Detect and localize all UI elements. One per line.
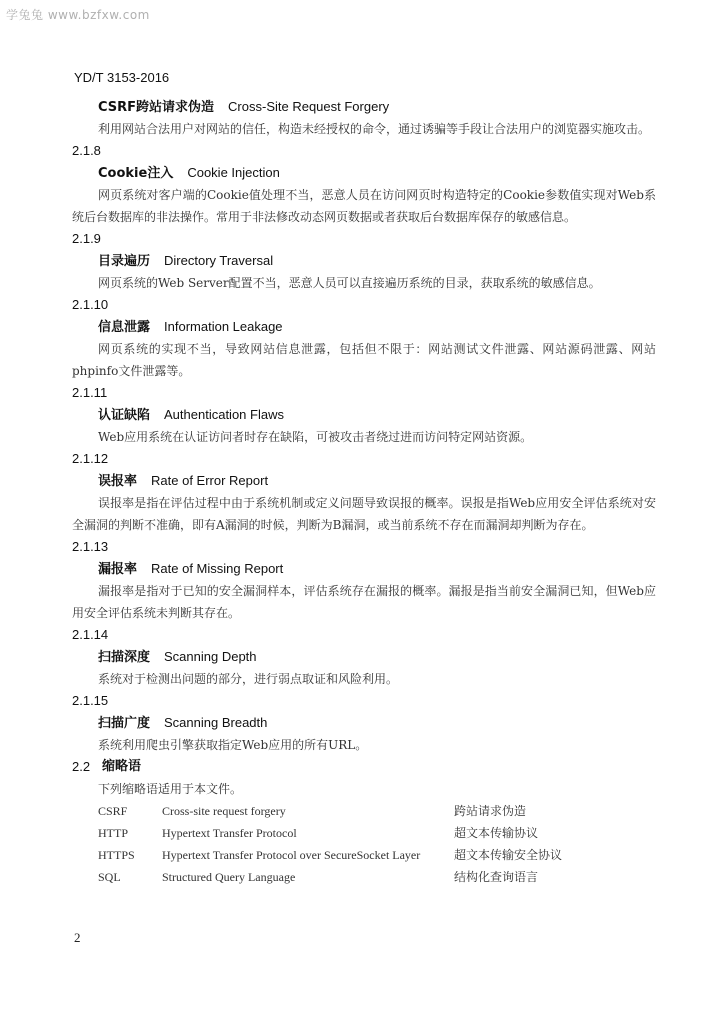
term-number: 2.1.11	[72, 385, 108, 400]
section-number: 2.2	[72, 759, 91, 774]
abbreviation-row	[98, 800, 656, 822]
term-entry	[72, 690, 656, 756]
abbreviation-chinese: 超文本传输协议	[454, 826, 539, 840]
term-definition: 利用网站合法用户对网站的信任，构造未经授权的命令，通过诱骗等手段让合法用户的浏览器实施攻击。	[98, 122, 651, 136]
term-number: 2.1.10	[72, 297, 109, 312]
term-zh: 认证缺陷	[98, 408, 151, 423]
abbreviation-english: Structured Query Language	[162, 870, 296, 884]
term-definition: Web应用系统在认证访问者时存在缺陷，可被攻击者绕过进而访问特定网站资源。	[98, 430, 533, 444]
abbreviation: SQL	[98, 870, 121, 884]
term-en: Information Leakage	[164, 319, 283, 334]
term-heading	[98, 250, 656, 272]
term-zh: 扫描深度	[98, 650, 151, 665]
term-definition: 漏报率是指对于已知的安全漏洞样本，评估系统存在漏报的概率。漏报是指当前安全漏洞已知，但Web应用安全评估系统未判断其存在。	[72, 584, 656, 620]
abbreviation-row	[98, 844, 656, 866]
term-entry	[72, 228, 656, 294]
abbreviation: HTTP	[98, 826, 128, 840]
page-number: 2	[74, 930, 81, 945]
term-definition: 误报率是指在评估过程中由于系统机制或定义问题导致误报的概率。误报是指Web应用安全评估系统对安全漏洞的判断不准确，即有A漏洞的时候，判断为B漏洞，或当前系统不存在而漏洞却判断为存在。	[72, 496, 656, 532]
term-definition: 网页系统的Web Server配置不当，恶意人员可以直接遍历系统的目录，获取系统的敏感信息。	[98, 276, 601, 290]
term-en: Authentication Flaws	[164, 407, 284, 422]
term-en: Cross-Site Request Forgery	[228, 99, 390, 114]
term-en: Scanning Breadth	[164, 715, 268, 730]
abbreviation-chinese: 超文本传输安全协议	[454, 848, 563, 862]
abbreviation-english: Cross-site request forgery	[162, 804, 286, 818]
term-zh: 误报率	[98, 474, 138, 489]
term-heading	[98, 316, 656, 338]
term-number: 2.1.13	[72, 539, 109, 554]
term-heading	[98, 162, 656, 184]
term-number: 2.1.15	[72, 693, 109, 708]
term-zh: 扫描广度	[98, 716, 151, 731]
term-definition: 网页系统的实现不当，导致网站信息泄露，包括但不限于：网站测试文件泄露、网站源码泄露、网站phpinfo文件泄露等。	[72, 342, 656, 378]
abbreviation-chinese: 跨站请求伪造	[454, 804, 527, 818]
term-entry	[72, 382, 656, 448]
term-en: Cookie Injection	[187, 165, 280, 180]
section-heading	[72, 756, 656, 778]
abbreviation-english: Hypertext Transfer Protocol over SecureSocket Layer	[162, 848, 421, 862]
section-intro: 下列缩略语适用于本文件。	[98, 782, 243, 796]
term-heading	[98, 558, 656, 580]
term-heading	[98, 470, 656, 492]
term-heading	[98, 712, 656, 734]
watermark: 学兔兔 www.bzfxw.com	[6, 8, 150, 22]
term-number: 2.1.14	[72, 627, 109, 642]
abbreviation-row	[98, 866, 656, 888]
abbreviation: HTTPS	[98, 848, 135, 862]
term-definition: 网页系统对客户端的Cookie值处理不当，恶意人员在访问网页时构造特定的Cookie参数值实现对Web系统后台数据库的非法操作。常用于非法修改动态网页数据或者获取后台数据库保存的敏感信息。	[72, 188, 656, 224]
term-number: 2.1.8	[72, 143, 101, 158]
term-definition: 系统对于检测出问题的部分，进行弱点取证和风险利用。	[98, 672, 399, 686]
term-heading	[98, 96, 656, 118]
term-zh: CSRF跨站请求伪造	[98, 100, 215, 115]
term-entry	[72, 294, 656, 382]
section-title: 缩略语	[102, 759, 142, 774]
abbreviation: CSRF	[98, 804, 128, 818]
term-zh: 漏报率	[98, 562, 138, 577]
term-entry	[72, 448, 656, 536]
term-en: Directory Traversal	[164, 253, 274, 268]
abbreviation-chinese: 结构化查询语言	[454, 870, 539, 884]
term-entry	[72, 624, 656, 690]
term-heading	[98, 404, 656, 426]
standard-code: YD/T 3153-2016	[74, 70, 170, 85]
term-number: 2.1.9	[72, 231, 101, 246]
term-number: 2.1.12	[72, 451, 109, 466]
abbreviation-english: Hypertext Transfer Protocol	[162, 826, 297, 840]
page-content	[72, 96, 656, 888]
term-zh: 目录遍历	[98, 254, 151, 269]
term-heading	[98, 646, 656, 668]
abbreviation-row	[98, 822, 656, 844]
term-en: Scanning Depth	[164, 649, 257, 664]
term-entry	[72, 96, 656, 140]
term-entry	[72, 536, 656, 624]
term-zh: Cookie注入	[98, 166, 174, 181]
term-definition: 系统利用爬虫引擎获取指定Web应用的所有URL。	[98, 738, 368, 752]
term-en: Rate of Missing Report	[151, 561, 284, 576]
term-zh: 信息泄露	[98, 320, 151, 335]
term-en: Rate of Error Report	[151, 473, 269, 488]
abbreviation-table	[72, 800, 656, 888]
term-entry	[72, 140, 656, 228]
